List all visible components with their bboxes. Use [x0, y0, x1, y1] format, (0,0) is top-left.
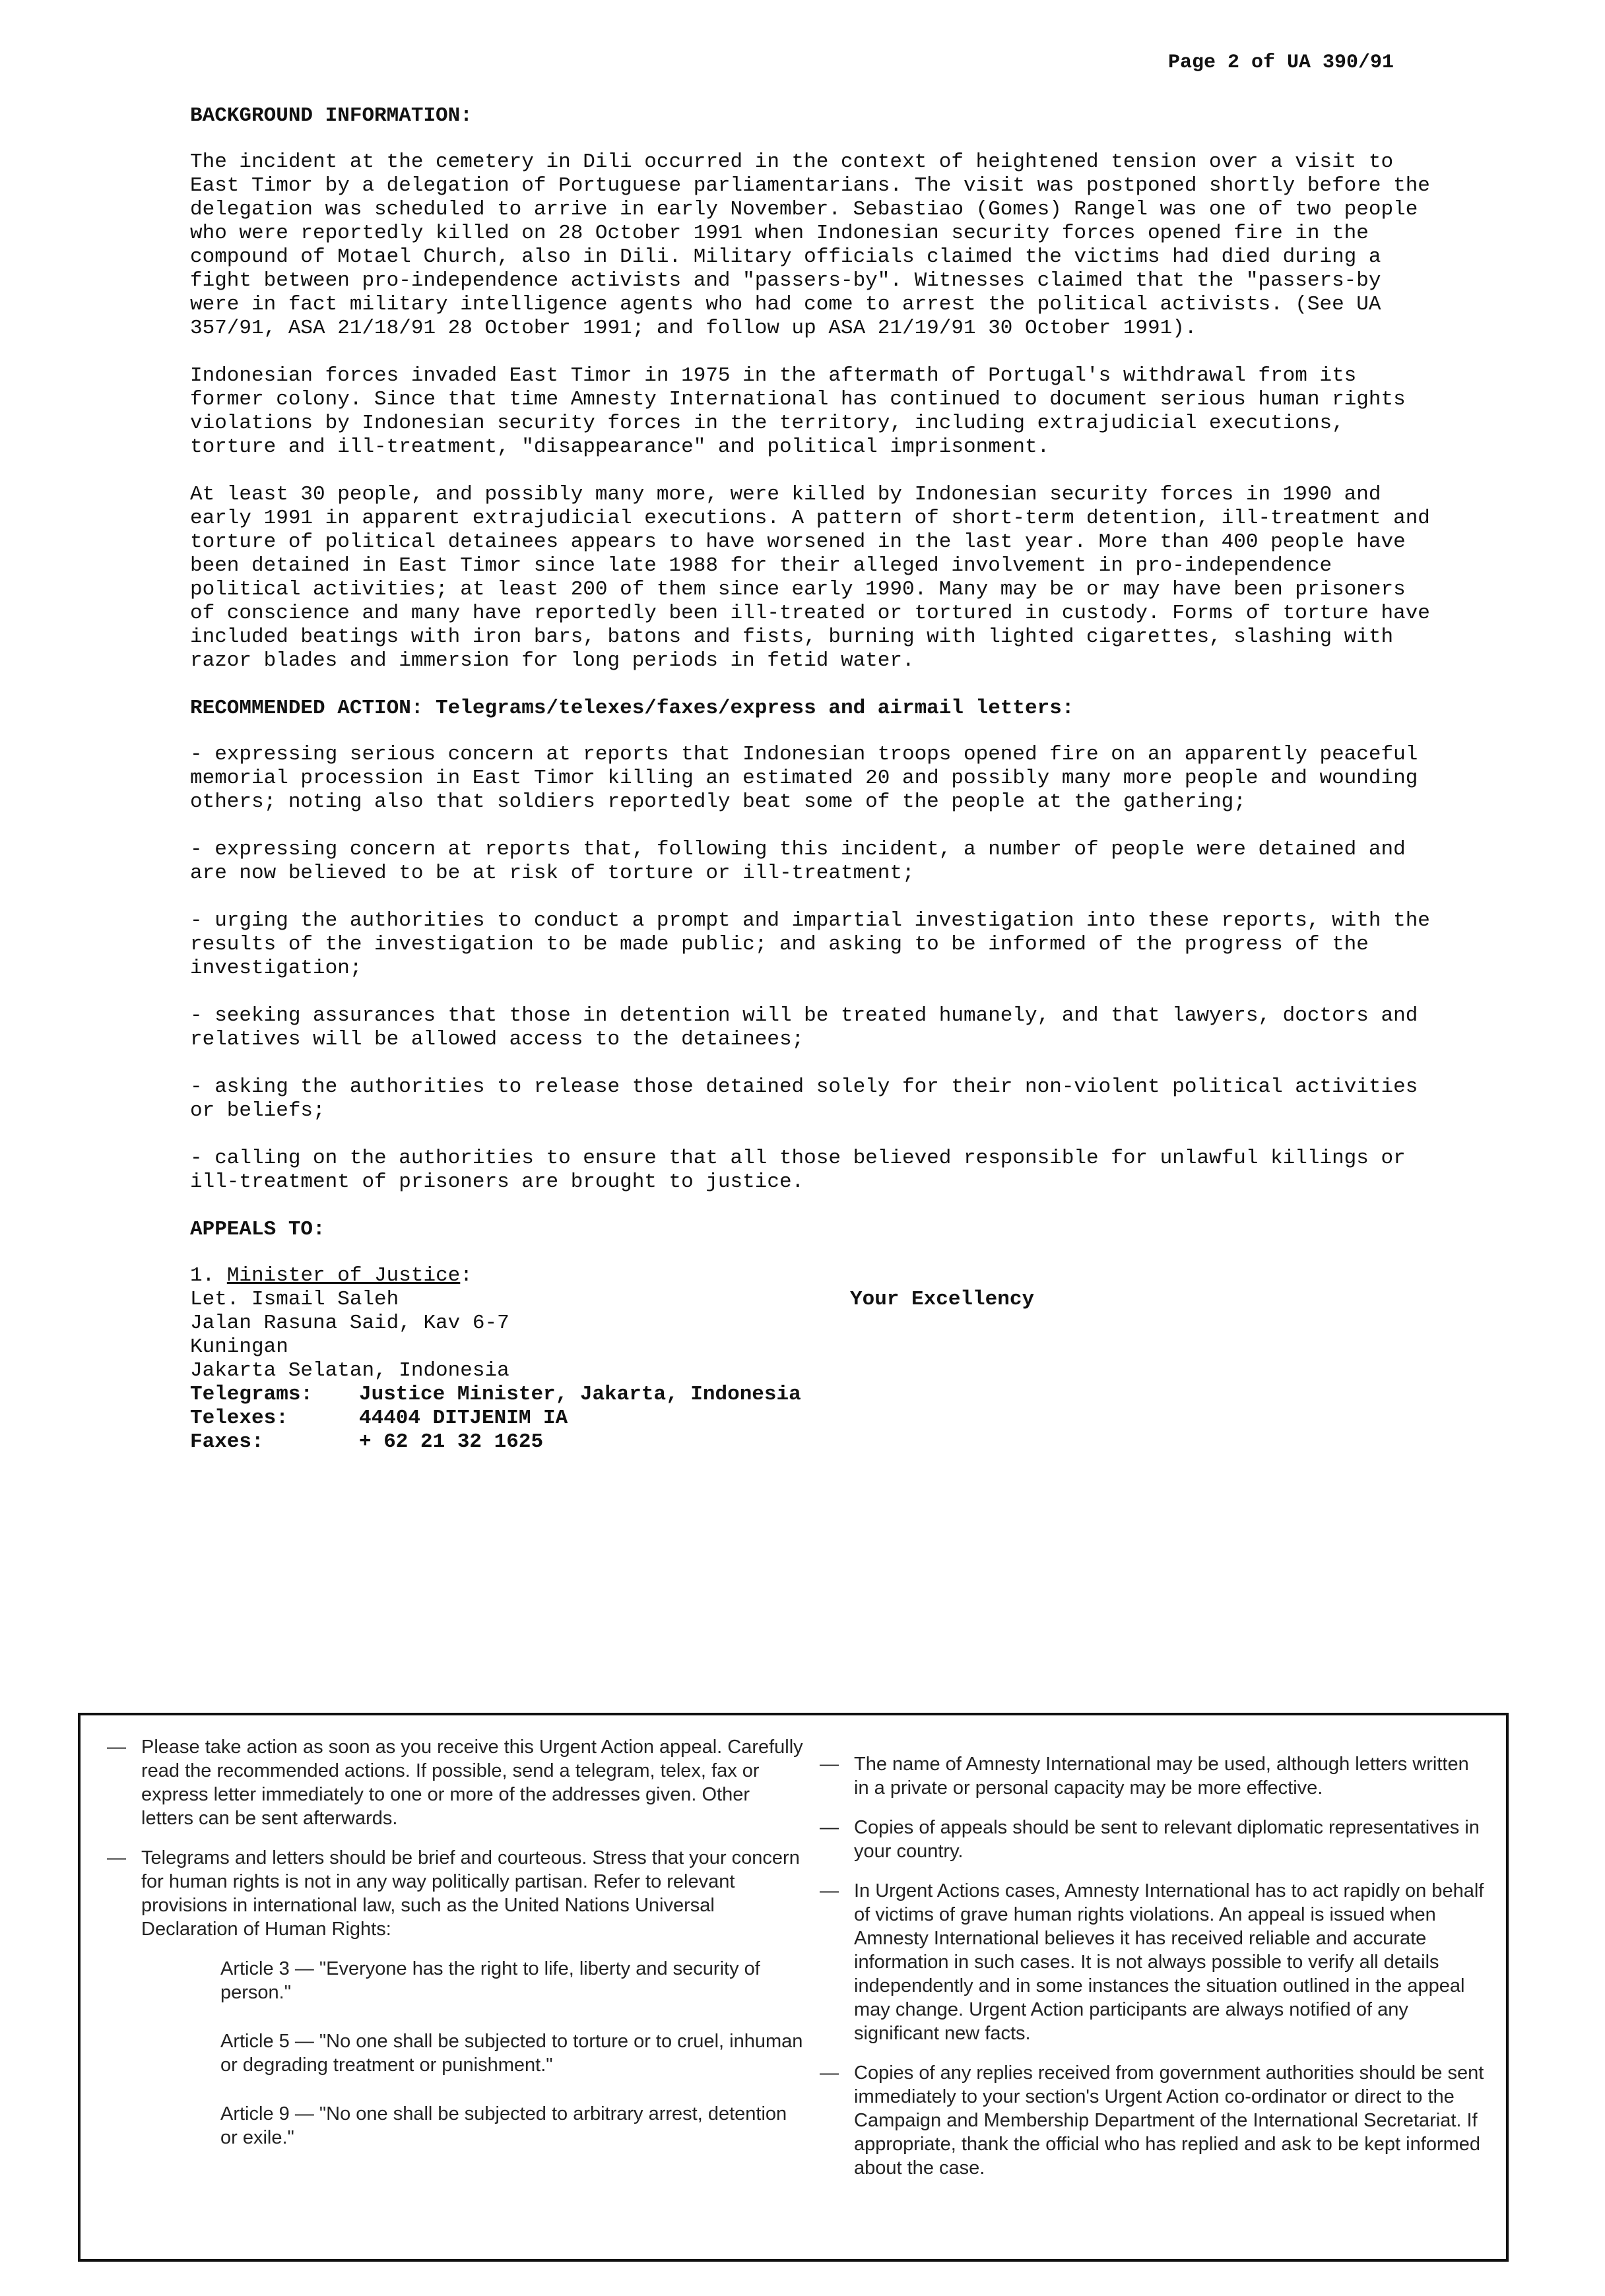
background-heading: BACKGROUND INFORMATION:: [190, 104, 473, 127]
action-item-5: - asking the authorities to release those detained solely for their non-violent political activities or beliefs;: [190, 1075, 1418, 1122]
guideline-text: Telegrams and letters should be brief and courteous. Stress that your concern for human rights is not in any way politically partisan. Refer to relevant provisions in international law, such as the United Nations Universal Declaration of Human Rights:: [141, 1847, 800, 1940]
appeal-address-block: [190, 1264, 1431, 1454]
action-item-4: - seeking assurances that those in detention will be treated humanely, and that lawyers, doctors and relatives will be allowed access to the detainees;: [190, 1004, 1418, 1051]
guideline-text: Please take action as soon as you receive this Urgent Action appeal. Carefully read the recommended actions. If possible, send a telegram, telex, fax or express letter immediately to one or more of the addresses given. Other letters can be sent afterwards.: [141, 1737, 803, 1829]
address-line-1: Jalan Rasuna Said, Kav 6-7: [190, 1312, 509, 1335]
salutation: Your Excellency: [850, 1288, 1035, 1311]
telexes-value: 44404 DITJENIM IA: [359, 1407, 568, 1430]
dash-bullet: —: [820, 2062, 839, 2084]
action-item-3: - urging the authorities to conduct a prompt and impartial investigation into these reports, with the results of the investigation to be made public; and asking to be informed of the progress of the investigation;: [190, 909, 1430, 980]
faxes-label: Faxes:: [190, 1430, 264, 1453]
guideline-brief-courteous: [107, 1846, 806, 1941]
dash-bullet: —: [820, 1754, 839, 1775]
guidelines-left-column: [107, 1735, 806, 2175]
background-paragraph-3: At least 30 people, and possibly many more, were killed by Indonesian security forces in 1990 and early 1991 in apparent extrajudicial executions. A pattern of short-term detention, ill-treatment and torture of political detainees appears to have worsened in the last year. More than 400 people have been detained in East Timor since late 1988 for their alleged involvement in pro-independence political activities; at least 200 of them since early 1990. Many may be or may have been prisoners of conscience and many have reportedly been ill-treated or tortured in custody. Forms of torture have included beatings with iron bars, batons and fists, burning with lighted cigarettes, slashing with razor blades and immersion for long periods in fetid water.: [190, 483, 1430, 672]
guideline-text: Copies of any replies received from government authorities should be sent immediately to your section's Urgent Action co-ordinator or direct to the Campaign and Membership Department of the International Secretariat. If appropriate, thank the official who has replied and ask to be kept informed about the case.: [854, 2062, 1484, 2179]
background-paragraph-2: Indonesian forces invaded East Timor in 1975 in the aftermath of Portugal's withdrawal from its former colony. Since that time Amnesty International has continued to document serious human rights violations by Indonesian security forces in the territory, including extrajudicial executions, torture and ill-treatment, "disappearance" and political imprisonment.: [190, 364, 1406, 459]
article-9: Article 9 — "No one shall be subjected to arbitrary arrest, detention or exile.": [220, 2103, 787, 2148]
telegrams-value: Justice Minister, Jakarta, Indonesia: [359, 1383, 801, 1406]
guideline-name-usage: [820, 1752, 1486, 1800]
appeal-number: 1.: [190, 1264, 215, 1287]
dash-bullet: —: [820, 1880, 839, 1901]
recommended-action-list: [190, 743, 1431, 1194]
page-reference: Page 2 of UA 390/91: [1167, 51, 1394, 74]
addressee-office-line: 1. Minister of Justice:: [190, 1264, 473, 1287]
guideline-text: The name of Amnesty International may be used, although letters written in a private or personal capacity may be more effective.: [854, 1754, 1469, 1799]
guideline-copies-replies: [820, 2061, 1486, 2180]
address-line-3: Jakarta Selatan, Indonesia: [190, 1359, 509, 1382]
dash-bullet: —: [107, 1847, 126, 1868]
dash-bullet: —: [820, 1817, 839, 1838]
action-item-2: - expressing concern at reports that, following this incident, a number of people were detained and are now believed to be at risk of torture or ill-treatment;: [190, 838, 1406, 885]
article-5: Article 5 — "No one shall be subjected to torture or to cruel, inhuman or degrading treatment or punishment.": [220, 2031, 803, 2076]
article-3: Article 3 — "Everyone has the right to life, liberty and security of person.": [220, 1958, 760, 2003]
telexes-label: Telexes:: [190, 1407, 288, 1430]
faxes-row: [190, 1430, 1431, 1454]
background-paragraph-1: The incident at the cemetery in Dili occurred in the context of heightened tension over a visit to East Timor by a delegation of Portuguese parliamentarians. The visit was postponed shortly before the delegation was scheduled to arrive in early November. Sebastiao (Gomes) Rangel was one of two people who were reportedly killed on 28 October 1991 when Indonesian security forces opened fire in the compound of Motael Church, also in Dili. Military officials claimed the victims had died during a fight between pro-independence activists and "passers-by". Witnesses claimed that the "passers-by were in fact military intelligence agents who had come to arrest the political activists. (See UA 357/91, ASA 21/18/91 28 October 1991; and follow up ASA 21/19/91 30 October 1991).: [190, 150, 1430, 340]
dash-bullet: —: [107, 1737, 126, 1758]
action-item-1: - expressing serious concern at reports that Indonesian troops opened fire on an apparently peaceful memorial procession in East Timor killing an estimated 20 and possibly many more people and wounding others; noting also that soldiers reportedly beat some of the people at the gathering;: [190, 743, 1418, 813]
guidelines-right-column: [820, 1752, 1486, 2196]
guideline-urgent-cases: [820, 1879, 1486, 2045]
addressee-name: Let. Ismail Saleh: [190, 1288, 399, 1311]
urgent-action-guidelines-box: [78, 1713, 1509, 2262]
addressee-office: Minister of Justice: [226, 1264, 461, 1287]
document-body: [190, 104, 1431, 1454]
recommended-heading: RECOMMENDED ACTION: Telegrams/telexes/faxes/express and airmail letters:: [190, 697, 1074, 720]
guideline-copies-diplomatic: [820, 1816, 1486, 1863]
action-item-6: - calling on the authorities to ensure that all those believed responsible for unlawful killings or ill-treatment of prisoners are brought to justice.: [190, 1147, 1406, 1194]
telexes-row: [190, 1407, 1431, 1430]
faxes-value: + 62 21 32 1625: [359, 1430, 544, 1453]
guideline-text: In Urgent Actions cases, Amnesty International has to act rapidly on behalf of victims of grave human rights violations. An appeal is issued when Amnesty International believes it has received reliable and accurate information in such cases. It is not always possible to verify all details independently and in some instances the situation outlined in the appeal may change. Urgent Action participants are always notified of any significant new facts.: [854, 1880, 1484, 2044]
telegrams-row: [190, 1383, 1431, 1407]
guideline-text: Copies of appeals should be sent to relevant diplomatic representatives in your country.: [854, 1817, 1480, 1862]
telegrams-label: Telegrams:: [190, 1383, 313, 1406]
appeals-heading: APPEALS TO:: [190, 1218, 325, 1241]
address-line-2: Kuningan: [190, 1335, 288, 1358]
guideline-take-action: [107, 1735, 806, 1830]
